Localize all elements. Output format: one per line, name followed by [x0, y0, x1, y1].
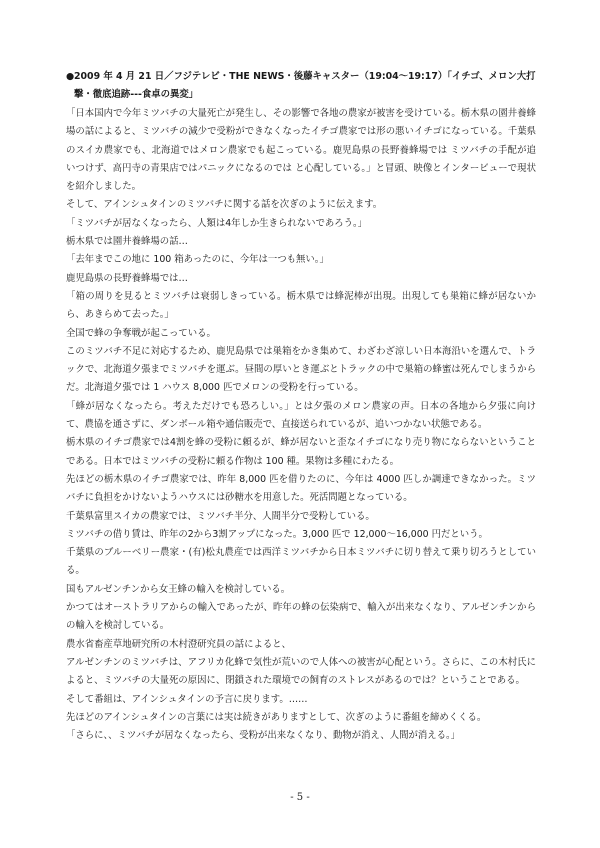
paragraph: 鹿児島県の長野養蜂場では…	[66, 272, 188, 284]
paragraph: 農水省畜産草地研究所の木村澄研究員の話によると、	[66, 638, 292, 650]
paragraph: このミツバチ不足に対応するため、鹿児島県では巣箱をかき集めて、わざわざ涼しい日本海沿いを選んで、トラックで、北海道夕張までミツバチを運ぶ。昼間の厚いとき運ぶとトラックの中で巣箱の蜂蜜は死んでしまうからだ。北海道夕張では 1 ハウス 8,000 匹でメロンの受粉を行っている。	[66, 345, 536, 394]
article-heading	[66, 68, 536, 104]
paragraph: 「去年までこの地に 100 箱あったのに、今年は一つも無い。」	[66, 254, 329, 266]
bullet-icon: ●	[66, 71, 75, 82]
paragraph: 先ほどのアインシュタインの言葉には実は続きがありますとして、次ぎのように番組を締めくくる。	[66, 711, 487, 723]
paragraph: ミツバチの借り賃は、昨年の2から3割アップになった。3,000 匹で 12,000～16,000 円だという。	[66, 528, 488, 540]
paragraph: そして番組は、アインシュタインの予言に戻ります。……	[66, 693, 308, 705]
paragraph: そして、アインシュタインのミツバチに関する話を次ぎのように伝えます。	[66, 199, 383, 211]
paragraph: 栃木県では園井養蜂場の話…	[66, 236, 188, 248]
paragraph: かつてはオーストラリアからの輸入であったが、昨年の蜂の伝染病で、輸入が出来なくなり、アルゼンチンからの輸入を検討している。	[66, 602, 536, 632]
paragraph: 国もアルゼンチンから女王蜂の輸入を検討している。	[66, 583, 291, 595]
paragraph: 「日本国内で今年ミツバチの大量死亡が発生し、その影響で各地の農家が被害を受けている。栃木県の園井養蜂場の話によると、ミツバチの減少で受粉ができなくなったイチゴ農家では形の悪いイチゴになっている。千葉県のスイカ農家でも、北海道ではメロン農家でも起こっている。鹿児島県の長野養蜂場では ミツバチの手配が追いつけず、高円寺の青果店ではパニックになるのでは と心配している。」と冒頭、映像とインタービューで現状を紹介しました。	[66, 108, 536, 193]
paragraph: 先ほどの栃木県のイチゴ農家では、昨年 8,000 匹を借りたのに、今年は 4000 匹しか調達できなかった。ミツバチに負担をかけないようハウスには砂糖水を用意した。死活問題となっている。	[66, 473, 536, 504]
paragraph: 「蜂が居なくなったら。考えただけでも恐ろしい。」とは夕張のメロン農家の声。日本の各地から夕張に向けて、農協を通さずに、ダンボール箱や通信販売で、直接送られているが、追いつかない状態である。	[66, 400, 536, 431]
paragraph: 「さらに、、ミツバチが居なくなったら、受粉が出来なくなり、動物が消え、人間が消える。」	[66, 730, 461, 742]
paragraph: 「ミツバチが居なくなったら、人類は4年しか生きられないであろう。」	[66, 217, 368, 229]
paragraph: 「箱の周りを見るとミツバチは衰弱しきっている。栃木県では蜂泥棒が出現。出現しても巣箱に蜂が居ないから、あきらめて去った。」	[66, 290, 536, 321]
paragraph: 千葉県のブルーベリー農家・(有)松丸農産では西洋ミツバチから日本ミツバチに切り替えて乗り切ろうとしている。	[66, 547, 536, 577]
article-heading-text: 2009 年 4 月 21 日／フジテレビ・THE NEWS・後藤キャスター（19:04～19:17）「イチゴ、メロン大打撃・徹底追跡---食卓の異変」	[74, 71, 536, 100]
paragraph: 千葉県富里スイカの農家では、ミツバチ半分、人間半分で受粉している。	[66, 510, 375, 522]
paragraph-list	[66, 105, 536, 745]
paragraph: 栃木県のイチゴ農家では4割を蜂の受粉に頼るが、蜂が居ないと歪なイチゴになり売り物にならないということである。日本ではミツバチの受粉に頼る作物は 100 種。果物は多種にわたる。	[66, 437, 536, 467]
paragraph: アルゼンチンのミツバチは、アフリカ化蜂で気性が荒いので人体への被害が心配という。さらに、この木村氏によると、ミツバチの大量死の原因に、閉鎖された環境での飼育のストレスがあるのでは？ということである。	[66, 656, 536, 687]
paragraph: 全国で蜂の争奪戦が起こっている。	[66, 327, 216, 339]
document-body	[66, 68, 536, 745]
page-number: - 5 -	[290, 792, 310, 803]
